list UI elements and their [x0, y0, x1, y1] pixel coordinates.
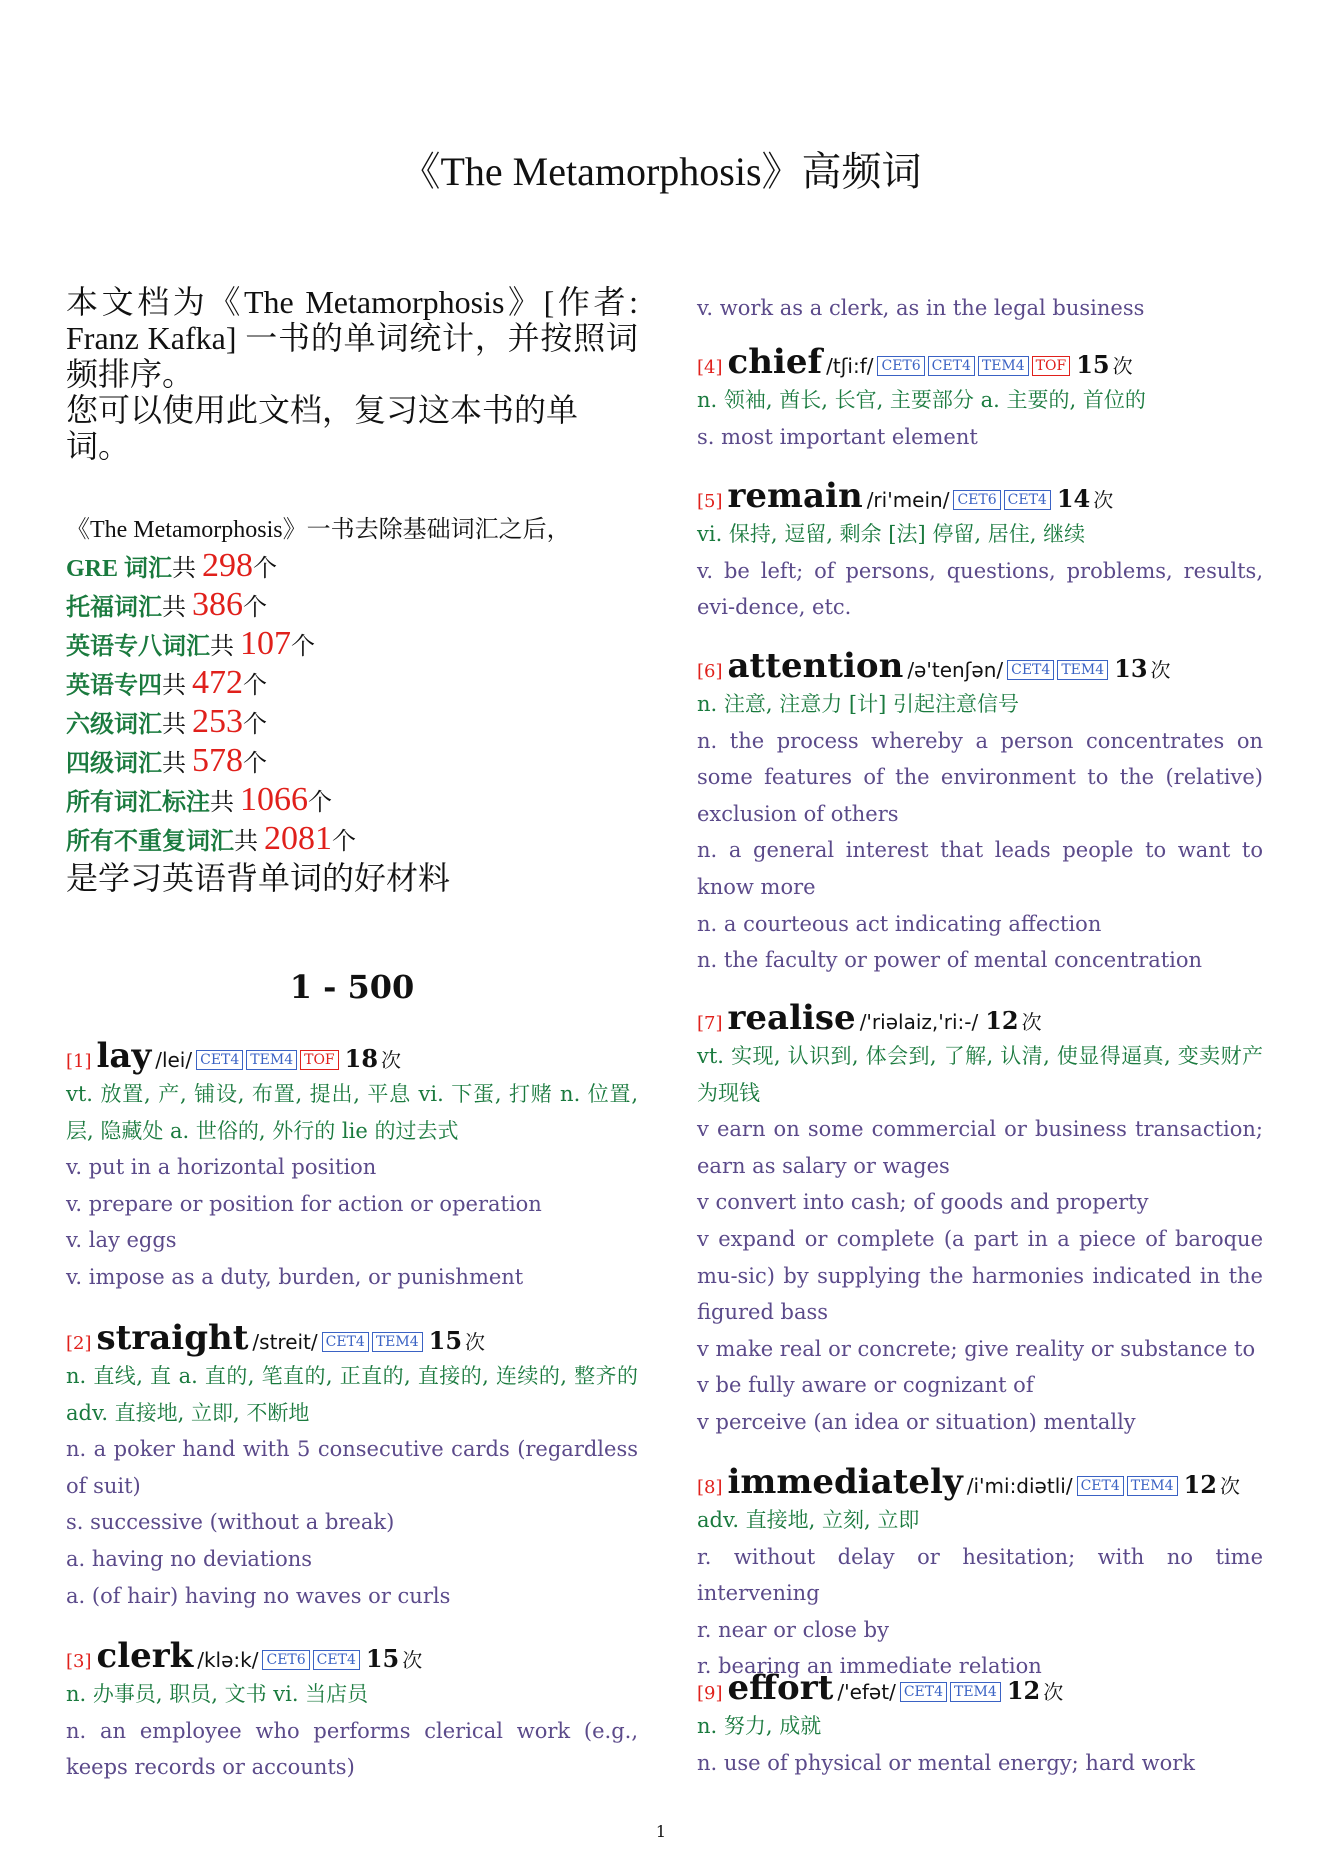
stats-count: 472: [192, 664, 243, 701]
entry-index: [1]: [66, 1051, 92, 1072]
entry-frequency: [1184, 1470, 1240, 1499]
frequency-count: 12: [1183, 1470, 1217, 1499]
entry-phonetic: /i'mi:diətli/: [966, 1474, 1073, 1498]
stats-row: [66, 821, 638, 860]
definition-chinese: vt. 实现, 认识到, 体会到, 了解, 认清, 使显得逼真, 变卖财产为现钱: [697, 1044, 1263, 1105]
exam-tag: TEM4: [1057, 660, 1108, 680]
entry-phonetic: /'efət/: [837, 1680, 896, 1704]
exam-tag: CET6: [262, 1650, 309, 1670]
entry-head: [697, 1462, 1263, 1502]
entry-head: [697, 646, 1263, 686]
stats-count: 2081: [264, 820, 332, 857]
definition-chinese: n. 注意, 注意力 [计] 引起注意信号: [697, 692, 1019, 716]
frequency-count: 15: [365, 1644, 400, 1673]
frequency-count: 14: [1056, 484, 1091, 513]
stats-label: 所有不重复词汇: [66, 829, 234, 855]
stats-mid: 共: [172, 556, 203, 582]
stats-label: 六级词汇: [66, 712, 162, 738]
entry-head: [66, 1318, 638, 1358]
entry-head: [697, 998, 1263, 1038]
stats-unit: 个: [291, 634, 315, 660]
word-entry-remain: [697, 476, 1263, 626]
definition-english: n. an employee who performs clerical work (e.g., keeps records or accounts): [66, 1718, 638, 1780]
frequency-count: 15: [428, 1326, 463, 1355]
intro: [66, 284, 638, 464]
exam-tag: CET4: [1007, 660, 1054, 680]
entry-index: [9]: [697, 1683, 723, 1704]
exam-tag: CET4: [900, 1682, 947, 1702]
page-number: 1: [655, 1822, 667, 1841]
entry-phonetic: /ə'tenʃən/: [907, 658, 1004, 682]
stats-mid: 共: [162, 751, 192, 777]
entry-word: remain: [727, 476, 863, 516]
frequency-count: 12: [1006, 1676, 1041, 1705]
stats-count: 107: [240, 625, 291, 662]
stats-mid: 共: [162, 712, 192, 738]
exam-tag: TEM4: [950, 1682, 1001, 1702]
stats-unit: 个: [243, 595, 267, 621]
definition-english: n. use of physical or mental energy; hard work: [697, 1750, 1196, 1775]
definition-english: s. successive (without a break): [66, 1510, 395, 1535]
definition-chinese: adv. 直接地, 立刻, 立即: [697, 1508, 920, 1532]
stats-label: 英语专四: [66, 673, 162, 699]
stats-unit: 个: [308, 790, 332, 816]
stats-label: 英语专八词汇: [66, 634, 210, 660]
stats-row: [66, 704, 638, 743]
frequency-count: 15: [1076, 350, 1110, 379]
frequency-unit: 次: [1021, 1010, 1042, 1034]
entry-head: [697, 476, 1263, 516]
definition-chinese: vt. 放置, 产, 铺设, 布置, 提出, 平息 vi. 下蛋, 打赌 n. 位置, 层, 隐藏处 a. 世俗的, 外行的 lie 的过去式: [66, 1082, 638, 1143]
intro-paragraph-2: 您可以使用此文档，复习这本书的单词。: [66, 392, 579, 464]
stats-count: 578: [192, 742, 243, 779]
stats-label: 托福词汇: [66, 595, 162, 621]
stats-unit: 个: [243, 673, 267, 699]
stats-mid: 共: [162, 595, 192, 621]
frequency-unit: 次: [1112, 354, 1133, 378]
stats-count: 298: [202, 547, 254, 584]
entry-word: attention: [727, 646, 904, 686]
exam-tag: TEM4: [246, 1050, 297, 1070]
entry-index: [2]: [66, 1333, 92, 1354]
word-entry-straight: [66, 1318, 638, 1614]
word-entry-lay: [66, 1036, 638, 1296]
stats-row: [66, 743, 638, 782]
definition-english: r. without delay or hesitation; with no time intervening: [697, 1544, 1263, 1606]
entry-phonetic: /streit/: [252, 1330, 318, 1354]
definition-english: v. be left; of persons, questions, problems, results, evi-dence, etc.: [697, 558, 1263, 620]
stats-label: GRE 词汇: [66, 556, 173, 582]
word-entry-immediately: [697, 1462, 1263, 1685]
stats-row: [66, 587, 638, 626]
stats-end: 是学习英语背单词的好材料: [66, 860, 451, 896]
stats-count: 386: [192, 586, 243, 623]
definition-english: v perceive (an idea or situation) mentally: [697, 1409, 1136, 1434]
frequency-unit: 次: [381, 1048, 402, 1072]
exam-tag: CET4: [196, 1050, 243, 1070]
entry-word: lay: [96, 1036, 152, 1076]
entry-frequency: [345, 1044, 401, 1073]
exam-tag: CET4: [1004, 490, 1051, 510]
stats-row: [66, 782, 638, 821]
entry-head: [66, 1036, 638, 1076]
stats-row: [66, 548, 638, 587]
entry-word: effort: [727, 1668, 834, 1708]
definition-english: v. lay eggs: [66, 1228, 177, 1253]
entry-index: [7]: [697, 1013, 723, 1034]
intro-paragraph-1: 本文档为《The Metamorphosis》[作者: Franz Kafka] 一书的单词统计，并按照词频排序。: [66, 284, 638, 392]
entry-phonetic: /tʃi:f/: [826, 354, 874, 378]
exam-tag: CET4: [1077, 1476, 1124, 1496]
exam-tag: TEM4: [372, 1332, 423, 1352]
stats-mid: 共: [162, 673, 192, 699]
entry-frequency: [985, 1006, 1041, 1035]
frequency-unit: 次: [1219, 1474, 1240, 1498]
stats-count: 1066: [240, 781, 308, 818]
entry-phonetic: /lei/: [155, 1048, 193, 1072]
frequency-count: 12: [985, 1006, 1019, 1035]
frequency-unit: 次: [402, 1648, 423, 1672]
entry-frequency: [366, 1644, 422, 1673]
definition-chinese: n. 办事员, 职员, 文书 vi. 当店员: [66, 1682, 369, 1706]
stats-label: 四级词汇: [66, 751, 162, 777]
exam-tag: CET4: [313, 1650, 360, 1670]
entry-word: realise: [727, 998, 856, 1038]
exam-tag: CET4: [322, 1332, 369, 1352]
exam-tag: CET6: [877, 356, 924, 376]
exam-tag: TEM4: [1127, 1476, 1178, 1496]
definition-english: v earn on some commercial or business transaction; earn as salary or wages: [697, 1117, 1263, 1178]
definition-chinese: vi. 保持, 逗留, 剩余 [法] 停留, 居住, 继续: [697, 522, 1086, 546]
word-entry-realise: [697, 998, 1263, 1441]
definition-english: n. a courteous act indicating affection: [697, 911, 1102, 936]
definition-english: v be fully aware or cognizant of: [697, 1373, 1034, 1398]
exam-tag: TOF: [300, 1050, 339, 1070]
frequency-unit: 次: [465, 1330, 486, 1354]
entry-phonetic: /klə:k/: [197, 1648, 259, 1672]
word-entry-clerk-continued: [697, 290, 1263, 327]
definition-chinese: n. 领袖, 酋长, 长官, 主要部分 a. 主要的, 首位的: [697, 388, 1146, 412]
stats-unit: 个: [243, 751, 267, 777]
definition-english: v expand or complete (a part in a piece of baroque mu-sic) by supplying the harmonies indicated in the figured bass: [697, 1226, 1263, 1325]
word-entry-attention: [697, 646, 1263, 979]
frequency-unit: 次: [1043, 1680, 1064, 1704]
definition-english: r. near or close by: [697, 1617, 889, 1642]
entry-head: [66, 1636, 638, 1676]
entry-index: [5]: [697, 491, 723, 512]
entry-word: chief: [727, 342, 823, 382]
definition-english: a. (of hair) having no waves or curls: [66, 1583, 451, 1608]
entry-frequency: [1007, 1676, 1063, 1705]
entry-index: [3]: [66, 1651, 92, 1672]
page-title: 《The Metamorphosis》高频词: [400, 149, 922, 194]
definition-english: v. put in a horizontal position: [66, 1155, 377, 1180]
entry-index: [4]: [697, 357, 723, 378]
definition-chinese: n. 努力, 成就: [697, 1714, 822, 1738]
definition-english: n. the process whereby a person concentrates on some features of the environment to the (relative) exclusion of others: [697, 728, 1263, 826]
frequency-count: 18: [344, 1044, 379, 1073]
definition-english: n. a poker hand with 5 consecutive cards (regardless of suit): [66, 1437, 638, 1498]
entry-word: straight: [96, 1318, 249, 1358]
stats-mid: 共: [210, 790, 240, 816]
definition-english: v convert into cash; of goods and property: [697, 1190, 1149, 1215]
word-entry-chief: [697, 342, 1263, 455]
stats-lead: 《The Metamorphosis》一书去除基础词汇之后，: [66, 517, 571, 543]
entry-head: [697, 1668, 1263, 1708]
word-entry-effort: [697, 1668, 1263, 1781]
frequency-unit: 次: [1150, 658, 1171, 682]
entry-frequency: [1076, 350, 1132, 379]
entry-word: immediately: [727, 1462, 963, 1502]
range-heading: 1 - 500: [289, 968, 415, 1006]
entry-phonetic: /ri'mein/: [866, 488, 950, 512]
exam-tag: TEM4: [978, 356, 1029, 376]
stats-unit: 个: [332, 829, 356, 855]
entry-frequency: [1114, 654, 1170, 683]
stats-block: [66, 512, 638, 896]
definition-english: n. the faculty or power of mental concentration: [697, 948, 1203, 973]
entry-index: [8]: [697, 1477, 723, 1498]
definition-english: v. prepare or position for action or operation: [66, 1191, 542, 1216]
entry-head: [697, 342, 1263, 382]
entry-frequency: [429, 1326, 485, 1355]
entry-frequency: [1057, 484, 1113, 513]
definition-english: a. having no deviations: [66, 1546, 313, 1571]
stats-row: [66, 626, 638, 665]
exam-tag: CET6: [953, 490, 1000, 510]
definition-english: v. impose as a duty, burden, or punishment: [66, 1264, 524, 1289]
exam-tag: CET4: [928, 356, 975, 376]
entry-index: [6]: [697, 661, 723, 682]
stats-label: 所有词汇标注: [66, 790, 210, 816]
definition-chinese: n. 直线, 直 a. 直的, 笔直的, 正直的, 直接的, 连续的, 整齐的 adv. 直接地, 立即, 不断地: [66, 1364, 638, 1425]
exam-tag: TOF: [1032, 356, 1071, 376]
definition-english: v make real or concrete; give reality or substance to: [697, 1336, 1256, 1361]
definition-english: r. bearing an immediate relation: [697, 1654, 1042, 1679]
stats-count: 253: [192, 703, 243, 740]
stats-row: [66, 665, 638, 704]
entry-phonetic: /'riəlaiz,'ri:-/: [859, 1010, 979, 1034]
frequency-count: 13: [1114, 654, 1148, 683]
frequency-unit: 次: [1093, 488, 1114, 512]
stats-mid: 共: [210, 634, 240, 660]
stats-mid: 共: [234, 829, 264, 855]
entry-word: clerk: [96, 1636, 194, 1676]
word-entry-clerk: [66, 1636, 638, 1786]
stats-unit: 个: [253, 556, 278, 582]
definition-english: s. most important element: [697, 424, 978, 449]
definition-english: n. a general interest that leads people to want to know more: [697, 838, 1263, 899]
stats-unit: 个: [243, 712, 267, 738]
definition-english: v. work as a clerk, as in the legal business: [697, 296, 1145, 320]
